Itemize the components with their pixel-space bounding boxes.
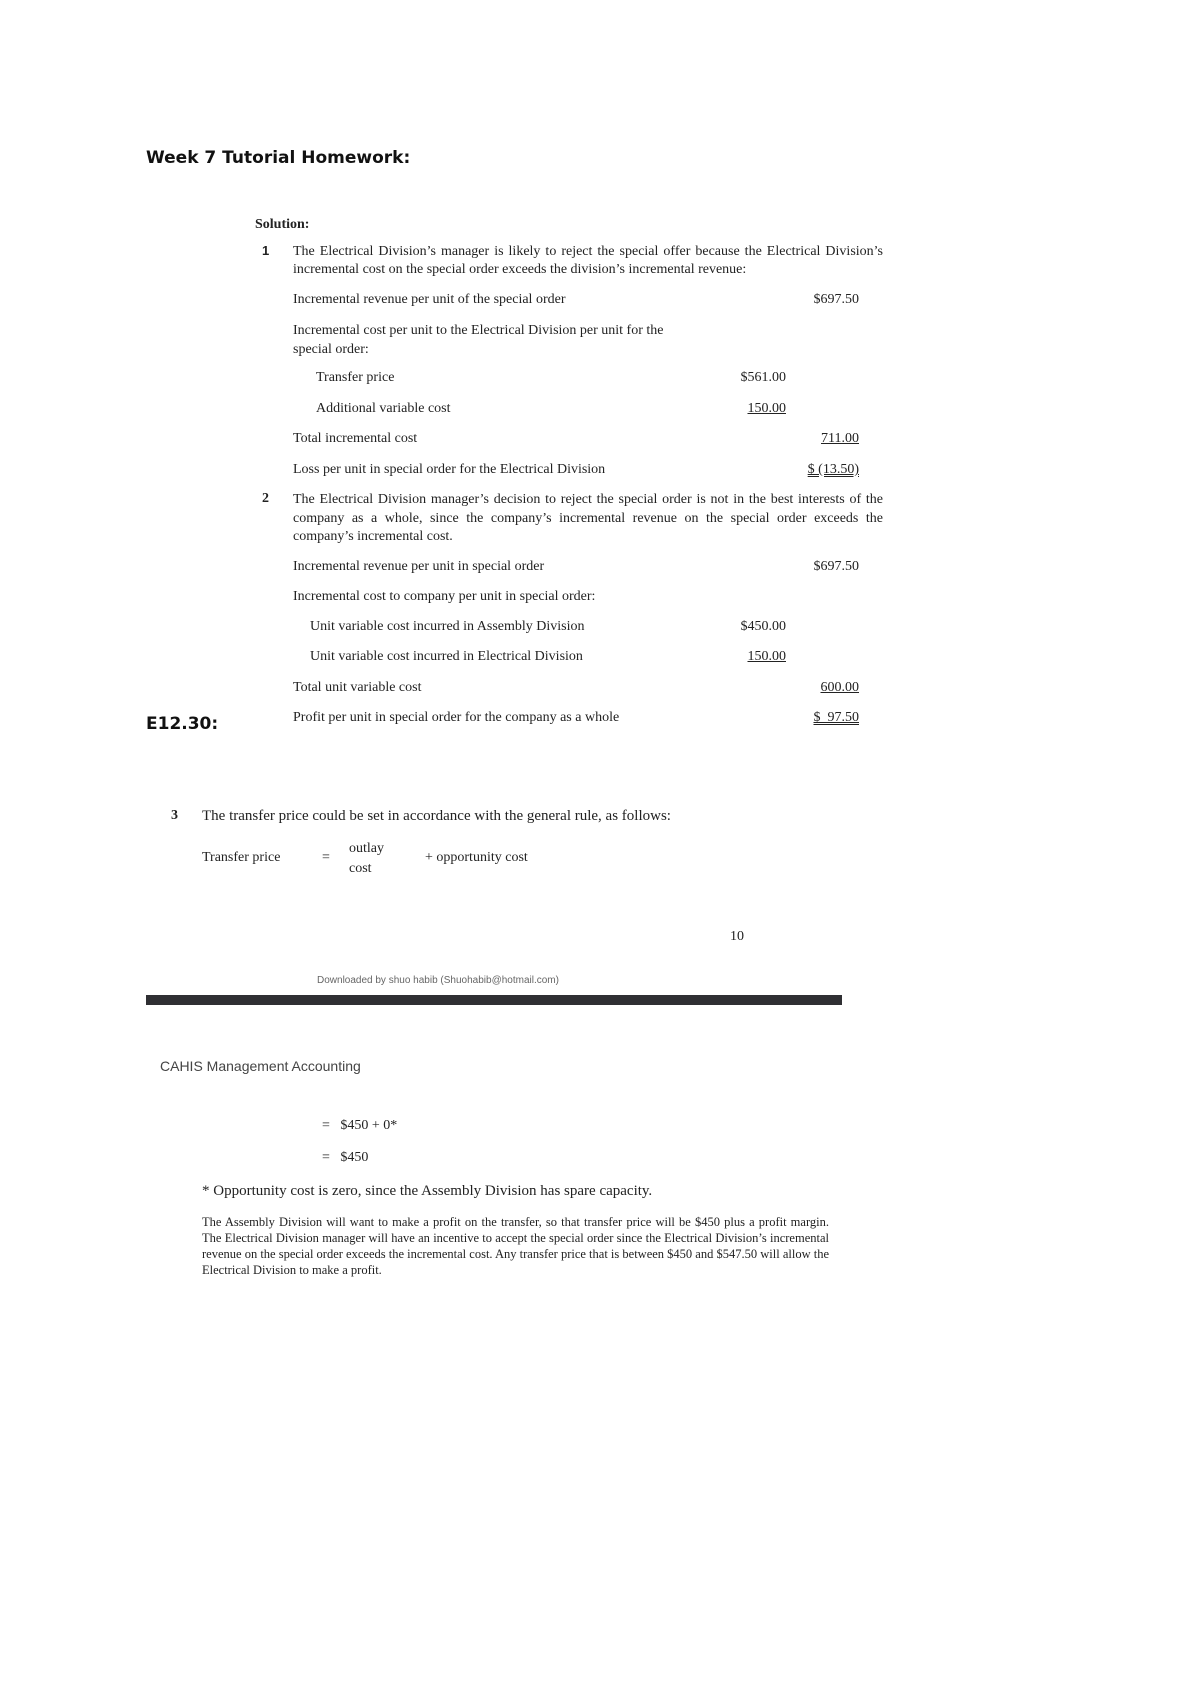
row-label: Additional variable cost (316, 401, 451, 416)
formula-opportunity: + opportunity cost (425, 850, 528, 865)
part2-text: The Electrical Division manager’s decision to reject the special order is not in the best interests of the company as a whole, since the company’s incremental revenue on the special order exceeds the company’s incremental cost. (293, 492, 883, 544)
part1-text: The Electrical Division’s manager is likely to reject the special offer because the Electrical Division’s incremental cost on the special order exceeds the division’s incremental revenue: (293, 244, 883, 277)
row-label: Incremental cost to company per unit in special order: (293, 589, 596, 604)
row-value: 600.00 (820, 680, 859, 695)
row-value: $ 97.50 (813, 710, 859, 725)
formula-step: = $450 + 0* (322, 1118, 398, 1133)
formula-step: = $450 (322, 1150, 369, 1165)
part3-text: The transfer price could be set in accordance with the general rule, as follows: (202, 808, 671, 824)
row-value: 150.00 (747, 401, 786, 416)
formula-equals: = (322, 850, 330, 865)
row-value: $561.00 (740, 370, 786, 385)
row-label: Incremental revenue per unit in special order (293, 559, 545, 574)
formula-lhs: Transfer price (202, 850, 281, 865)
row-label: Total incremental cost (293, 431, 418, 446)
row-label: Total unit variable cost (293, 680, 422, 695)
page-title: Week 7 Tutorial Homework: (146, 148, 411, 168)
row-label: Incremental revenue per unit of the special order (293, 292, 566, 307)
course-header: CAHIS Management Accounting (160, 1058, 361, 1074)
row-label: Transfer price (316, 370, 395, 385)
footnote: * Opportunity cost is zero, since the Assembly Division has spare capacity. (202, 1183, 653, 1199)
row-label: Profit per unit in special order for the company as a whole (293, 710, 620, 725)
row-value: $ (13.50) (807, 462, 859, 477)
item-number: 1 (262, 243, 270, 258)
download-notice: Downloaded by shuo habib (Shuohabib@hotmail.com) (317, 975, 559, 986)
item-number: 2 (262, 491, 269, 506)
row-value: 711.00 (821, 431, 859, 446)
exercise-label: E12.30: (146, 714, 219, 734)
page-number: 10 (730, 929, 744, 944)
row-label: Unit variable cost incurred in Electrical Division (310, 649, 583, 664)
solution-label: Solution: (255, 217, 310, 232)
conclusion-paragraph: The Assembly Division will want to make a profit on the transfer, so that transfer price will be $450 plus a profit margin. The Electrical Division manager will have an incentive to accept the special order since the Electrical Division’s incremental revenue on the special order exceeds the incremental cost. Any transfer price that is between $450 and $547.50 will allow the Electrical Division to make a profit. (202, 1215, 829, 1277)
page-separator (146, 995, 842, 1005)
item-number: 3 (171, 808, 178, 823)
row-label: Loss per unit in special order for the Electrical Division (293, 462, 606, 477)
row-label: Incremental cost per unit to the Electrical Division per unit for the special order: (293, 323, 664, 357)
row-value: 150.00 (747, 649, 786, 664)
formula-cost: cost (349, 861, 372, 876)
row-value: $697.50 (813, 292, 859, 307)
row-value: $697.50 (813, 559, 859, 574)
row-label: Unit variable cost incurred in Assembly Division (310, 619, 585, 634)
row-value: $450.00 (740, 619, 786, 634)
formula-outlay: outlay (349, 841, 384, 856)
